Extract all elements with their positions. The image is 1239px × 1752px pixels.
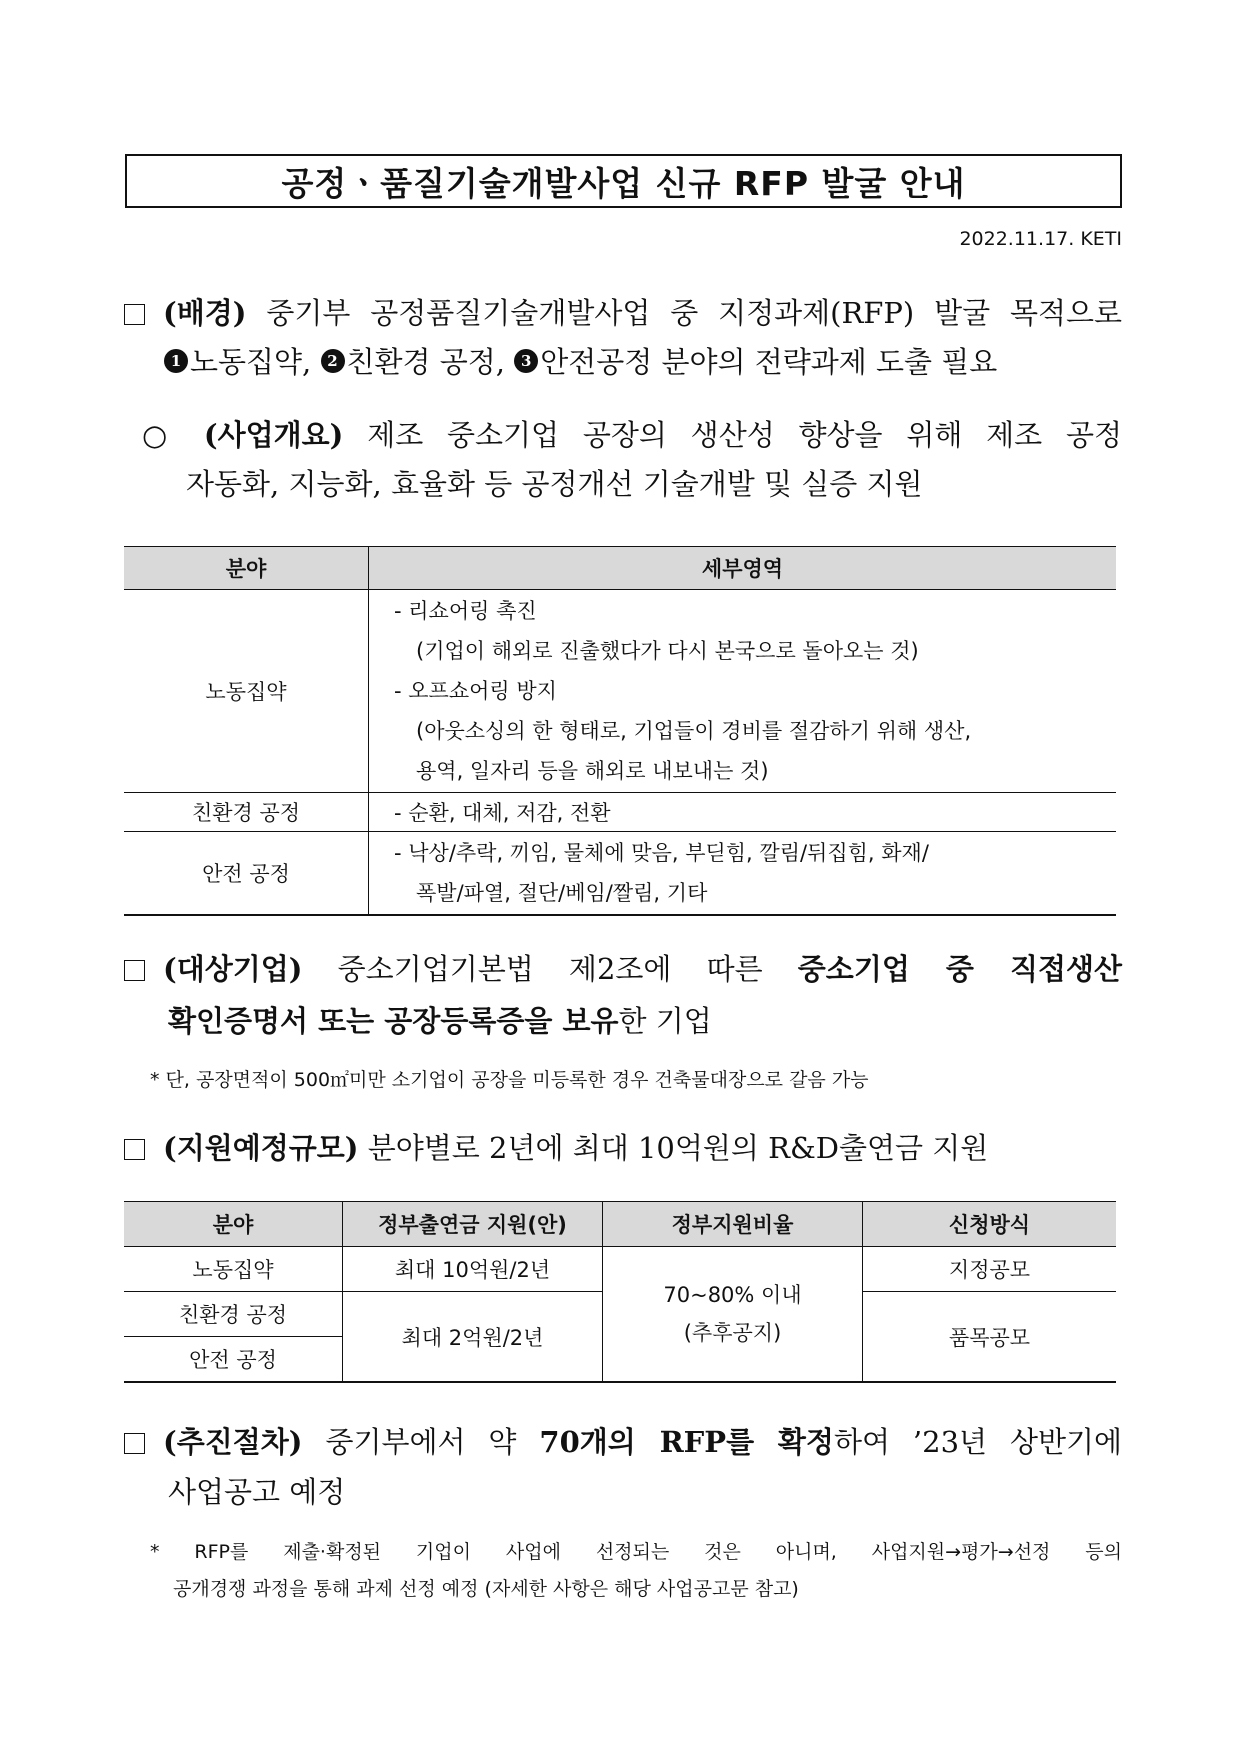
table2-field: 친환경 공정 xyxy=(124,1292,343,1337)
bullet-1-icon: 1 xyxy=(164,349,188,373)
background-tag: (배경) xyxy=(163,296,247,330)
overview-tag: (사업개요) xyxy=(203,418,344,452)
target-tag: (대상기업) xyxy=(163,952,303,986)
support-text: 분야별로 2년에 최대 10억원의 R&D출연금 지원 xyxy=(367,1131,989,1165)
table-row xyxy=(124,1247,1116,1292)
background-text: 중기부 공정품질기술개발사업 중 지정과제(RFP) 발굴 목적으로 xyxy=(266,296,1123,330)
procedure-tag: (추진절차) xyxy=(163,1425,303,1459)
table1-field: 노동집약 xyxy=(124,590,369,793)
title-box xyxy=(125,154,1122,208)
table-row xyxy=(124,590,1116,793)
detail-line: - 리쇼어링 촉진 xyxy=(394,599,537,623)
bullet-item-1: 노동집약, xyxy=(190,345,312,379)
target-note: * 단, 공장면적이 500㎡미만 소기업이 공장을 미등록한 경우 건축물대장으로 갈음 가능 xyxy=(150,1069,869,1091)
bullet-3-icon: 3 xyxy=(514,349,538,373)
support-table xyxy=(124,1201,1116,1383)
detail-line: 폭발/파열, 절단/베임/짤림, 기타 xyxy=(416,881,708,905)
page-title: 공정ㆍ품질기술개발사업 신규 RFP 발굴 안내 xyxy=(281,163,966,203)
ratio-value: 70~80% 이내 xyxy=(663,1283,802,1307)
bullet-item-2: 친환경 공정, xyxy=(346,345,506,379)
overview-line1 xyxy=(142,411,1122,460)
procedure-note1: * RFP를 제출·확정된 기업이 사업에 선정되는 것은 아니며, 사업지원→평가→선정 등의 xyxy=(150,1541,1122,1563)
procedure-line2: 사업공고 예정 xyxy=(168,1475,346,1509)
table-row xyxy=(124,793,1116,832)
bullet-2-icon: 2 xyxy=(321,349,345,373)
background-line1 xyxy=(124,289,1122,338)
table2-ratio xyxy=(603,1247,863,1383)
table2-header: 정부지원비율 xyxy=(603,1202,863,1247)
table2-header: 분야 xyxy=(124,1202,343,1247)
support-tag: (지원예정규모) xyxy=(163,1131,359,1165)
procedure-emphasis: 70개의 RFP를 확정 xyxy=(539,1425,834,1459)
checkbox-icon xyxy=(124,304,145,325)
field-detail-table xyxy=(124,546,1116,916)
procedure-line1 xyxy=(124,1418,1122,1467)
table1-field: 안전 공정 xyxy=(124,832,369,916)
support-line xyxy=(124,1124,1122,1173)
table1-header-detail: 세부영역 xyxy=(369,547,1117,590)
background-line2 xyxy=(164,338,1064,387)
target-text: 중소기업기본법 제2조에 따른 xyxy=(337,952,798,986)
checkbox-icon xyxy=(124,1433,145,1454)
detail-line: - 순환, 대체, 저감, 전환 xyxy=(369,793,1117,832)
detail-line: 용역, 일자리 등을 해외로 내보내는 것) xyxy=(416,759,769,783)
target-emphasis: 중소기업 중 직접생산 xyxy=(797,952,1123,986)
procedure-note2: 공개경쟁 과정을 통해 과제 선정 예정 (자세한 사항은 해당 사업공고문 참고) xyxy=(173,1578,799,1600)
table2-amount: 최대 10억원/2년 xyxy=(343,1247,603,1292)
checkbox-icon xyxy=(124,1139,145,1160)
target-line2 xyxy=(168,997,1068,1046)
table2-header: 정부출연금 지원(안) xyxy=(343,1202,603,1247)
table1-header-field: 분야 xyxy=(124,547,369,590)
ratio-note: (추후공지) xyxy=(683,1321,782,1345)
overview-text: 제조 중소기업 공장의 생산성 향상을 위해 제조 공정 xyxy=(367,418,1123,452)
detail-line: - 오프쇼어링 방지 xyxy=(394,679,557,703)
detail-line: (기업이 해외로 진출했다가 다시 본국으로 돌아오는 것) xyxy=(416,639,919,663)
procedure-text: 중기부에서 약 xyxy=(325,1425,540,1459)
checkbox-icon xyxy=(124,960,145,981)
table2-header: 신청방식 xyxy=(863,1202,1117,1247)
table1-field: 친환경 공정 xyxy=(124,793,369,832)
table-row xyxy=(124,832,1116,916)
target-text: 한 기업 xyxy=(618,1004,712,1038)
document-date: 2022.11.17. KETI xyxy=(959,228,1122,250)
target-line1 xyxy=(124,945,1122,994)
table2-field: 안전 공정 xyxy=(124,1337,343,1383)
overview-line2: 자동화, 지능화, 효율화 등 공정개선 기술개발 및 실증 지원 xyxy=(186,467,923,501)
detail-line: - 낙상/추락, 끼임, 물체에 맞음, 부딛힘, 깔림/뒤집힘, 화재/ xyxy=(394,841,929,865)
table2-method: 품목공모 xyxy=(863,1292,1117,1383)
detail-line: (아웃소싱의 한 형태로, 기업들이 경비를 절감하기 위해 생산, xyxy=(416,719,972,743)
bullet-item-3: 안전공정 분야의 전략과제 도출 필요 xyxy=(540,345,998,379)
table2-amount: 최대 2억원/2년 xyxy=(343,1292,603,1383)
table2-field: 노동집약 xyxy=(124,1247,343,1292)
target-emphasis: 확인증명서 또는 공장등록증을 보유 xyxy=(168,1004,619,1038)
table2-method: 지정공모 xyxy=(863,1247,1117,1292)
circle-bullet-icon: ○ xyxy=(142,418,182,452)
procedure-text: 하여 ’23년 상반기에 xyxy=(833,1425,1123,1459)
